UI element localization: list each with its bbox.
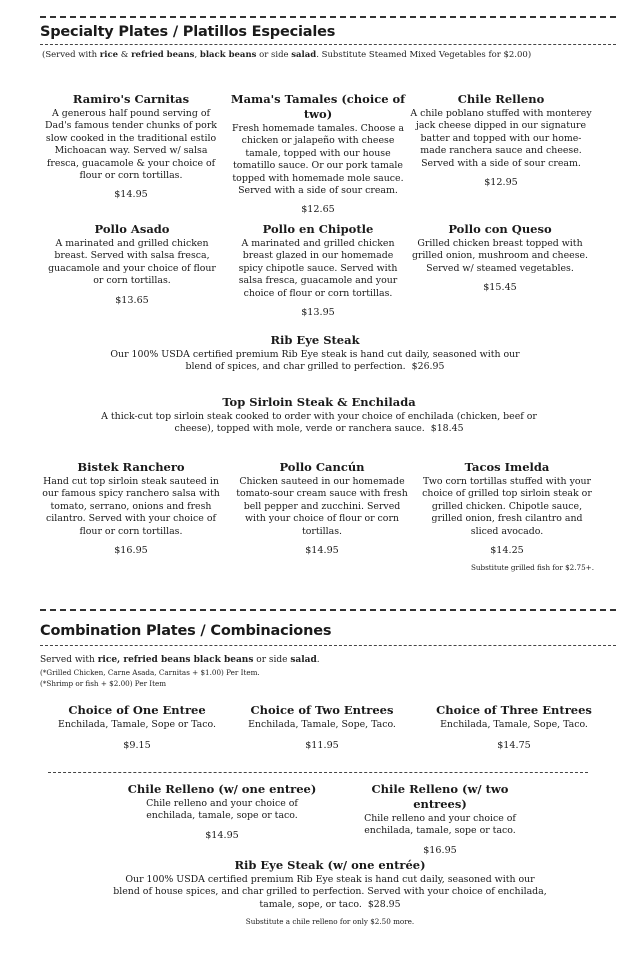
- item-price: $14.95: [114, 189, 148, 201]
- item-price: $9.15: [123, 740, 151, 752]
- menu-item: [48, 222, 216, 307]
- item-name: Pollo con Queso: [448, 222, 552, 236]
- item-name: Chile Relleno (w/ one entree): [127, 782, 317, 796]
- item-description: A chile poblano stuffed with monterey jack cheese dipped in our signature batter and topped with our home-made ranchera sauce and cheese. Served with a side of sour cream.: [410, 108, 592, 169]
- combination-sides-note: Served with rice, refried beans black beans or side salad.: [40, 655, 320, 665]
- item-price: $12.65: [301, 204, 335, 216]
- menu-item: [229, 92, 407, 216]
- item-description: Chile relleno and your choice of enchilada, tamale, sope or taco.: [146, 798, 298, 822]
- menu-item: [408, 222, 592, 294]
- menu-item: [426, 703, 602, 752]
- item-price: $13.95: [301, 307, 335, 319]
- item-price: $16.95: [114, 545, 148, 557]
- item-description: A generous half pound serving of Dad's famous tender chunks of pork slow cooked in the traditional estilo Michoacan way. Served w/ salsa fresca, guacamole & your choice of flour or corn tortillas.: [44, 108, 217, 182]
- item-name: Mama's Tamales (choice of two): [230, 92, 406, 121]
- top-divider: [40, 16, 616, 18]
- item-price: $16.95: [423, 844, 457, 856]
- item-substitution-note: Substitute a chile relleno for only $2.50 more.: [245, 917, 415, 927]
- item-price: $13.65: [115, 294, 149, 306]
- item-price: $26.95: [411, 361, 445, 373]
- item-price: $28.95: [367, 898, 401, 910]
- menu-item: [52, 703, 222, 752]
- menu-item: [100, 333, 530, 374]
- item-description: Hand cut top sirloin steak sauteed in our famous spicy ranchero salsa with tomato, serrano, onions and fresh cilantro. Served with your choice of flour or corn tortillas.: [42, 476, 220, 537]
- menu-item: [40, 92, 222, 201]
- menu-item: [40, 460, 222, 557]
- item-name: Pollo Asado: [94, 222, 170, 236]
- item-description: A thick-cut top sirloin steak cooked to order with your choice of enchilada (chicken, beef or cheese), topped with mole, verde or ranchera sauce. $18.45: [101, 411, 537, 435]
- specialty-section-title: Specialty Plates / Platillos Especiales: [40, 24, 336, 40]
- menu-item: [410, 92, 592, 189]
- item-name: Rib Eye Steak (w/ one entrée): [234, 858, 426, 872]
- item-price: $14.75: [497, 740, 531, 752]
- menu-item: [232, 222, 404, 319]
- item-description: Enchilada, Tamale, Sope or Taco.: [58, 719, 216, 730]
- item-name: Pollo en Chipotle: [262, 222, 374, 236]
- item-price: $18.45: [430, 423, 464, 435]
- combination-divider: [40, 609, 616, 611]
- menu-item: [344, 782, 536, 857]
- item-description: Our 100% USDA certified premium Rib Eye steak is hand cut daily, seasoned with our blend of spices, and char grilled to perfection. $26.95: [110, 349, 520, 373]
- item-description: Grilled chicken breast topped with grilled onion, mushroom and cheese. Served w/ steamed vegetables.: [411, 238, 589, 274]
- item-description: Our 100% USDA certified premium Rib Eye steak is hand cut daily, seasoned with our blend of house spices, and char grilled to perfection. Served with your choice of enchilada, tamale, sope, or taco. $28.95: [113, 874, 547, 910]
- item-name: Pollo Cancún: [279, 460, 365, 474]
- item-description: Enchilada, Tamale, Sope, Taco.: [440, 719, 588, 730]
- item-description: A marinated and grilled chicken breast glazed in our homemade spicy chipotle sauce. Served with salsa fresca, guacamole and your choice of flour or corn tortillas.: [238, 238, 398, 299]
- item-name: Choice of One Entree: [68, 703, 206, 717]
- item-price: $12.95: [484, 177, 518, 189]
- item-name: Choice of Three Entrees: [436, 703, 592, 717]
- item-name: Bistek Ranchero: [77, 460, 185, 474]
- specialty-sides-note: (Served with rice & refried beans, black beans or side salad. Substitute Steamed Mixed Vegetables for $2.00): [42, 50, 532, 60]
- item-substitution-note: Substitute grilled fish for $2.75+.: [470, 563, 594, 573]
- item-name: Rib Eye Steak: [270, 333, 360, 347]
- item-description: Fresh homemade tamales. Choose a chicken or jalapeño with cheese tamale, topped with our house tomatillo sauce. Or our pork tamale topped with homemade mole sauce. Served with a side of sour cream.: [231, 123, 405, 197]
- item-name: Chile Relleno: [457, 92, 545, 106]
- item-price: $11.95: [305, 740, 339, 752]
- item-price: $14.95: [205, 829, 239, 841]
- combination-title-divider: [40, 645, 616, 646]
- menu-item: [236, 460, 408, 557]
- item-description: Chicken sauteed in our homemade tomato-sour cream sauce with fresh bell pepper and zucchini. Served with your choice of flour or corn tortillas.: [236, 476, 408, 537]
- specialty-title-divider: [40, 44, 616, 45]
- item-price: $15.45: [483, 282, 517, 294]
- menu-item: [126, 782, 318, 842]
- item-name: Ramiro's Carnitas: [72, 92, 190, 106]
- item-description: Chile relleno and your choice of enchilada, tamale, sope or taco.: [364, 813, 516, 837]
- item-description: Two corn tortillas stuffed with your choice of grilled top sirloin steak or grilled chicken. Chipotle sauce, grilled onion, fresh cilantro and sliced avocado.: [422, 476, 592, 537]
- menu-item: [112, 858, 548, 927]
- item-description: A marinated and grilled chicken breast. Served with salsa fresca, guacamole and your choice of flour or corn tortillas.: [48, 238, 216, 287]
- item-description: Enchilada, Tamale, Sope, Taco.: [248, 719, 396, 730]
- item-name: Top Sirloin Steak & Enchilada: [222, 395, 416, 409]
- combination-seafood-note: (*Shrimp or fish + $2.00) Per Item: [40, 679, 167, 688]
- item-name: Choice of Two Entrees: [250, 703, 394, 717]
- item-name: Tacos Imelda: [464, 460, 550, 474]
- item-price: $14.25: [490, 545, 524, 557]
- menu-item: [82, 395, 556, 436]
- combination-section-title: Combination Plates / Combinaciones: [40, 623, 332, 639]
- combination-mid-divider: [48, 772, 588, 773]
- combination-upcharge-note: (*Grilled Chicken, Carne Asada, Carnitas + $1.00) Per Item.: [40, 668, 260, 677]
- menu-item: [420, 460, 594, 573]
- item-price: $14.95: [305, 545, 339, 557]
- item-name: Chile Relleno (w/ two entrees): [371, 782, 509, 811]
- menu-item: [236, 703, 408, 752]
